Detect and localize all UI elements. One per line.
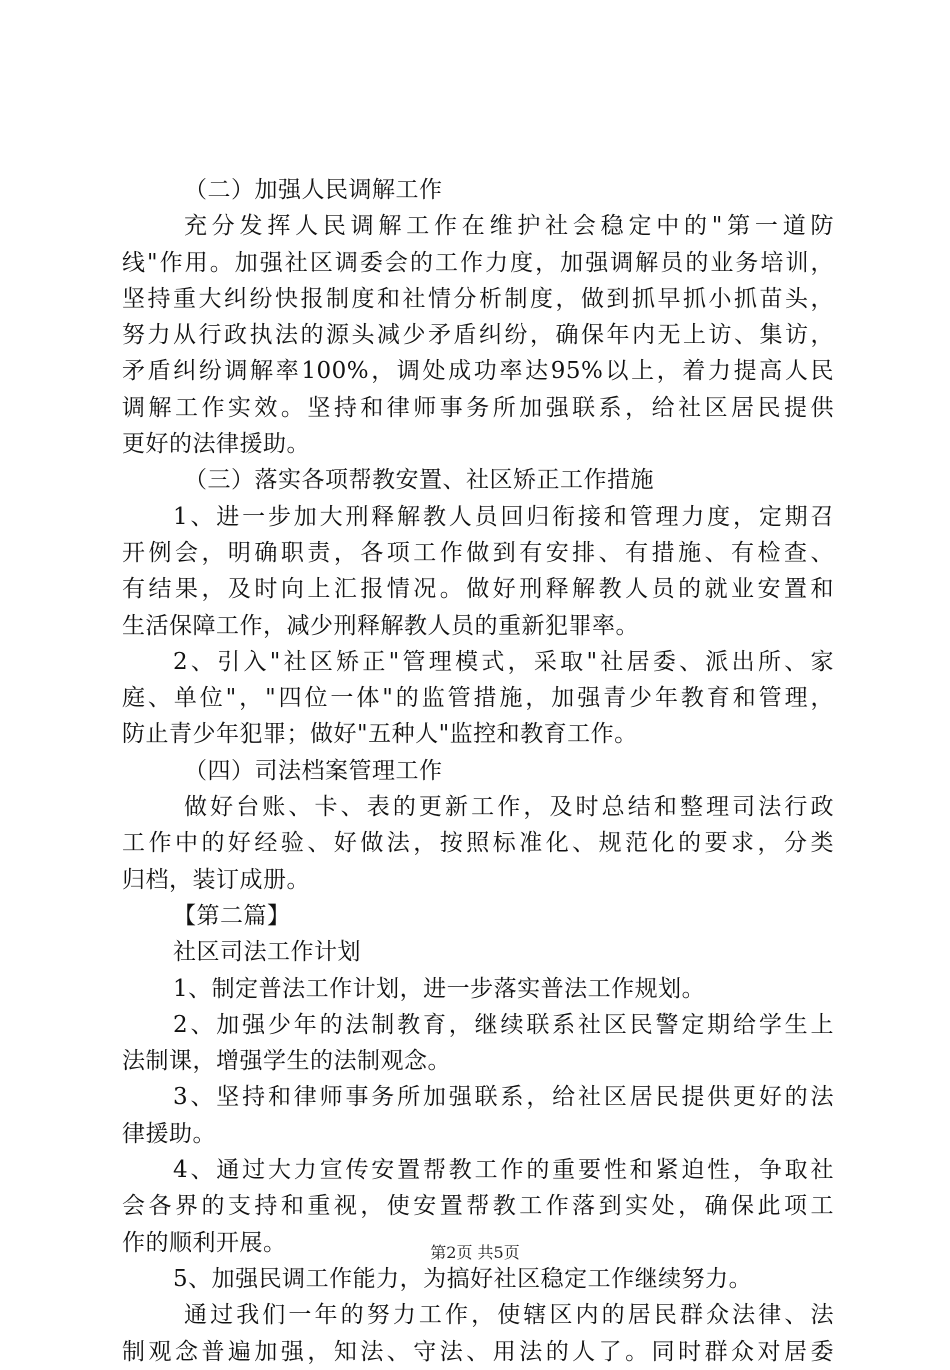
text-line: 1、进一步加大刑释解教人员回归衔接和管理力度，定期召 bbox=[173, 503, 834, 530]
text-line: （二）加强人民调解工作 bbox=[184, 177, 443, 203]
text-line: 开例会，明确职责，各项工作做到有安排、有措施、有检查、 bbox=[122, 539, 834, 566]
text-line: 【第二篇】 bbox=[173, 902, 291, 929]
text-line: 5、加强民调工作能力，为搞好社区稳定工作继续努力。 bbox=[173, 1265, 753, 1292]
text-line: 通过我们一年的努力工作，使辖区内的居民群众法律、法 bbox=[184, 1302, 834, 1329]
text-line: 社区司法工作计划 bbox=[173, 939, 361, 966]
text-line: 努力从行政执法的源头减少矛盾纠纷，确保年内无上访、集访， bbox=[122, 322, 834, 349]
text-line: 2、加强少年的法制教育，继续联系社区民警定期给学生上 bbox=[173, 1011, 834, 1038]
text-line: 会各界的支持和重视，使安置帮教工作落到实处，确保此项工 bbox=[122, 1193, 834, 1220]
text-line: （三）落实各项帮教安置、社区矫正工作措施 bbox=[184, 467, 654, 494]
text-line: 2、引入"社区矫正"管理模式，采取"社居委、派出所、家 bbox=[173, 648, 834, 675]
text-line: 3、坚持和律师事务所加强联系，给社区居民提供更好的法 bbox=[173, 1084, 834, 1111]
text-line: 有结果，及时向上汇报情况。做好刑释解教人员的就业安置和 bbox=[122, 576, 834, 603]
text-line: 律援助。 bbox=[122, 1120, 216, 1147]
text-line: 充分发挥人民调解工作在维护社会稳定中的"第一道防 bbox=[184, 213, 834, 240]
text-line: （四）司法档案管理工作 bbox=[184, 757, 443, 784]
text-line: 1、制定普法工作计划，进一步落实普法工作规划。 bbox=[173, 975, 706, 1002]
text-line: 防止青少年犯罪；做好"五种人"监控和教育工作。 bbox=[122, 721, 638, 748]
text-line: 工作中的好经验、好做法，按照标准化、规范化的要求，分类 bbox=[122, 830, 834, 857]
text-line: 矛盾纠纷调解率100%，调处成功率达95%以上，着力提高人民 bbox=[122, 358, 834, 385]
text-line: 做好台账、卡、表的更新工作，及时总结和整理司法行政 bbox=[184, 794, 834, 821]
text-line: 调解工作实效。坚持和律师事务所加强联系，给社区居民提供 bbox=[122, 394, 834, 421]
text-line: 坚持重大纠纷快报制度和社情分析制度，做到抓早抓小抓苗头， bbox=[122, 285, 834, 312]
text-line: 庭、单位"，"四位一体"的监管措施，加强青少年教育和管理， bbox=[122, 685, 834, 712]
text-line: 4、通过大力宣传安置帮教工作的重要性和紧迫性，争取社 bbox=[173, 1157, 834, 1184]
text-line: 制观念普遍加强，知法、守法、用法的人了。同时群众对居委 bbox=[122, 1338, 834, 1365]
text-line: 线"作用。加强社区调委会的工作力度，加强调解员的业务培训， bbox=[122, 249, 834, 276]
text-line: 归档，装订成册。 bbox=[122, 866, 310, 893]
page-footer: 第2页 共5页 bbox=[430, 1243, 520, 1262]
text-line: 生活保障工作，减少刑释解教人员的重新犯罪率。 bbox=[122, 612, 639, 639]
document-body bbox=[122, 172, 834, 1370]
text-line: 更好的法律援助。 bbox=[122, 431, 310, 458]
text-line: 作的顺利开展。 bbox=[122, 1229, 287, 1256]
text-line: 法制课，增强学生的法制观念。 bbox=[122, 1048, 451, 1075]
